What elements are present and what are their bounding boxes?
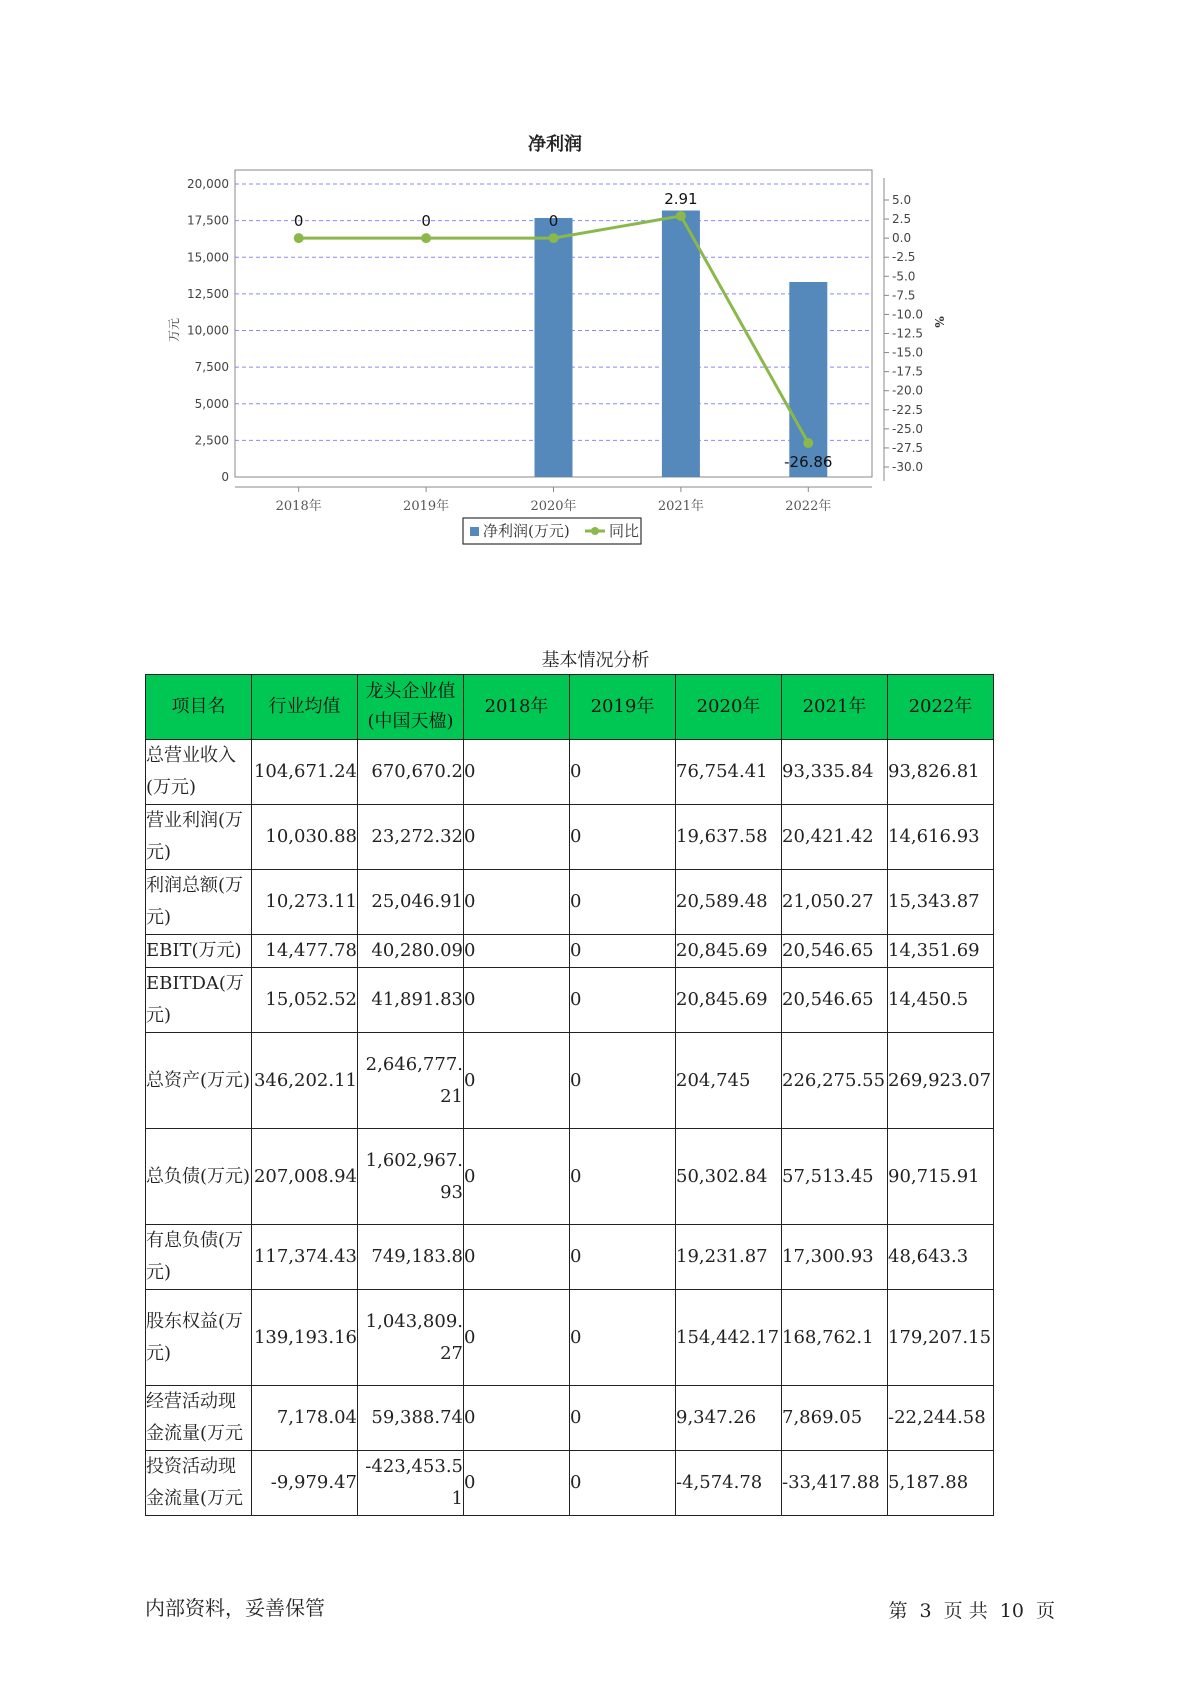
y-right-axis-label: % xyxy=(932,316,946,328)
table-cell-y2019: 0 xyxy=(570,935,676,968)
table-cell-y2022: 15,343.87 xyxy=(888,870,994,935)
table-cell-avg: 139,193.16 xyxy=(252,1290,358,1386)
yoy-data-label: -26.86 xyxy=(784,453,833,472)
legend-label-yoy: 同比 xyxy=(609,522,640,540)
table-cell-lead: 41,891.83 xyxy=(358,968,464,1033)
y-right-tick-label: 0.0 xyxy=(892,231,912,246)
page-mid: 页 共 xyxy=(943,1600,988,1622)
table-cell-y2022: 90,715.91 xyxy=(888,1129,994,1225)
table-cell-avg: 14,477.78 xyxy=(252,935,358,968)
table-cell-y2019: 0 xyxy=(570,1386,676,1451)
footer-page-number xyxy=(882,1596,1055,1623)
page-total: 10 xyxy=(999,1600,1024,1622)
y-left-tick-label: 12,500 xyxy=(187,286,229,301)
table-cell-y2020: 20,589.48 xyxy=(676,870,782,935)
table-cell-avg: 346,202.11 xyxy=(252,1033,358,1129)
table-row xyxy=(146,935,994,968)
table-row xyxy=(146,1225,994,1290)
y-left-tick-label: 0 xyxy=(221,470,229,484)
table-cell-y2020: 19,637.58 xyxy=(676,805,782,870)
table-cell-y2020: 20,845.69 xyxy=(676,968,782,1033)
legend-line-marker xyxy=(591,527,599,535)
table-cell-y2021: -33,417.88 xyxy=(782,1451,888,1516)
yoy-point-2022年 xyxy=(803,438,813,448)
table-cell-avg: -9,979.47 xyxy=(252,1451,358,1516)
y-right-tick-label: -10.0 xyxy=(892,307,924,322)
y-right-tick-label: -30.0 xyxy=(892,460,924,474)
table-cell-avg: 10,030.88 xyxy=(252,805,358,870)
y-left-tick-label: 17,500 xyxy=(187,213,229,228)
yoy-point-2018年 xyxy=(294,233,304,243)
table-cell-y2021: 20,546.65 xyxy=(782,968,888,1033)
net-profit-chart xyxy=(150,130,1050,600)
table-cell-y2019: 0 xyxy=(570,740,676,805)
y-left-tick-label: 10,000 xyxy=(187,323,229,338)
legend-bar-swatch xyxy=(470,527,479,536)
y-left-tick-label: 2,500 xyxy=(194,433,229,448)
table-cell-y2020: 204,745 xyxy=(676,1033,782,1129)
table-cell-y2019: 0 xyxy=(570,805,676,870)
table-cell-y2018: 0 xyxy=(464,935,570,968)
table-cell-y2022: 14,450.5 xyxy=(888,968,994,1033)
table-row xyxy=(146,1129,994,1225)
table-row xyxy=(146,1033,994,1129)
row-label: 总资产(万元) xyxy=(146,1033,252,1129)
table-cell-y2022: -22,244.58 xyxy=(888,1386,994,1451)
table-cell-y2021: 21,050.27 xyxy=(782,870,888,935)
row-label: 投资活动现金流量(万元 xyxy=(146,1451,252,1516)
table-row xyxy=(146,870,994,935)
table-cell-lead: 59,388.74 xyxy=(358,1386,464,1451)
y-right-tick-label: -15.0 xyxy=(892,345,924,360)
table-cell-y2018: 0 xyxy=(464,1386,570,1451)
row-label: 有息负债(万元) xyxy=(146,1225,252,1290)
y-right-tick-label: -20.0 xyxy=(892,383,924,398)
table-cell-y2021: 93,335.84 xyxy=(782,740,888,805)
yoy-point-2021年 xyxy=(676,211,686,221)
y-right-tick-label: -22.5 xyxy=(892,402,924,417)
table-cell-avg: 117,374.43 xyxy=(252,1225,358,1290)
table-header-row xyxy=(146,675,994,740)
table-cell-y2022: 14,616.93 xyxy=(888,805,994,870)
y-left-tick-label: 15,000 xyxy=(187,250,229,265)
table-cell-y2018: 0 xyxy=(464,870,570,935)
table-title: 基本情况分析 xyxy=(541,650,650,671)
y-right-tick-label: -2.5 xyxy=(892,250,916,265)
header-cell: 2019年 xyxy=(570,675,676,740)
header-cell: 行业均值 xyxy=(252,675,358,740)
table-cell-y2021: 226,275.55 xyxy=(782,1033,888,1129)
table-cell-y2018: 0 xyxy=(464,740,570,805)
table-cell-lead: 670,670.2 xyxy=(358,740,464,805)
table-cell-y2022: 5,187.88 xyxy=(888,1451,994,1516)
y-left-tick-label: 7,500 xyxy=(194,360,229,375)
table-row xyxy=(146,968,994,1033)
basic-analysis-table xyxy=(145,674,994,1516)
y-left-axis-label: 万元 xyxy=(167,317,181,343)
header-cell: 2021年 xyxy=(782,675,888,740)
table-row xyxy=(146,1451,994,1516)
yoy-data-label: 0 xyxy=(548,212,559,231)
page-current: 3 xyxy=(919,1600,932,1622)
yoy-data-label: 0 xyxy=(421,212,431,231)
row-label: EBIT(万元) xyxy=(146,935,252,968)
x-tick-label: 2019年 xyxy=(403,499,450,514)
table-cell-y2018: 0 xyxy=(464,968,570,1033)
table-cell-y2022: 269,923.07 xyxy=(888,1033,994,1129)
table-cell-y2020: 20,845.69 xyxy=(676,935,782,968)
table-cell-lead: 23,272.32 xyxy=(358,805,464,870)
chart-title: 净利润 xyxy=(528,134,582,155)
yoy-point-2020年 xyxy=(549,233,559,243)
page-suffix: 页 xyxy=(1035,1600,1055,1622)
table-cell-y2020: 9,347.26 xyxy=(676,1386,782,1451)
y-right-tick-label: 5.0 xyxy=(892,193,912,207)
table-cell-avg: 104,671.24 xyxy=(252,740,358,805)
row-label: 总营业收入(万元) xyxy=(146,740,252,805)
chart-svg xyxy=(150,130,1050,600)
table-cell-y2021: 168,762.1 xyxy=(782,1290,888,1386)
table-cell-y2018: 0 xyxy=(464,805,570,870)
table-cell-y2018: 0 xyxy=(464,1290,570,1386)
x-tick-label: 2022年 xyxy=(785,499,832,514)
row-label: 总负债(万元) xyxy=(146,1129,252,1225)
header-cell: 2018年 xyxy=(464,675,570,740)
table-cell-y2021: 20,421.42 xyxy=(782,805,888,870)
table-body xyxy=(146,740,994,1516)
table-cell-y2022: 93,826.81 xyxy=(888,740,994,805)
table-cell-y2019: 0 xyxy=(570,1033,676,1129)
yoy-data-label: 2.91 xyxy=(664,189,698,208)
row-label: 利润总额(万元) xyxy=(146,870,252,935)
table-cell-y2021: 57,513.45 xyxy=(782,1129,888,1225)
y-right-tick-label: -12.5 xyxy=(892,326,924,341)
page-prefix: 第 xyxy=(888,1600,908,1622)
table-row xyxy=(146,740,994,805)
table-cell-y2020: 76,754.41 xyxy=(676,740,782,805)
x-tick-label: 2018年 xyxy=(275,499,322,514)
table-cell-y2020: 19,231.87 xyxy=(676,1225,782,1290)
table-row xyxy=(146,805,994,870)
table-cell-y2019: 0 xyxy=(570,1225,676,1290)
table-cell-y2021: 7,869.05 xyxy=(782,1386,888,1451)
table-cell-lead: 2,646,777.21 xyxy=(358,1033,464,1129)
table-cell-lead: 1,602,967.93 xyxy=(358,1129,464,1225)
row-label: 股东权益(万元) xyxy=(146,1290,252,1386)
y-right-tick-label: -27.5 xyxy=(892,440,924,455)
y-right-tick-label: -17.5 xyxy=(892,364,924,379)
table-cell-y2019: 0 xyxy=(570,870,676,935)
row-label: 经营活动现金流量(万元 xyxy=(146,1386,252,1451)
header-cell: 项目名 xyxy=(146,675,252,740)
table-cell-y2018: 0 xyxy=(464,1225,570,1290)
row-label: 营业利润(万元) xyxy=(146,805,252,870)
header-cell: 2022年 xyxy=(888,675,994,740)
table-cell-y2019: 0 xyxy=(570,968,676,1033)
y-right-tick-label: -5.0 xyxy=(892,269,916,284)
table-cell-y2021: 17,300.93 xyxy=(782,1225,888,1290)
table-cell-y2018: 0 xyxy=(464,1033,570,1129)
legend-label-net-profit: 净利润(万元) xyxy=(483,522,570,540)
table-row xyxy=(146,1290,994,1386)
table-cell-y2022: 179,207.15 xyxy=(888,1290,994,1386)
header-cell: 龙头企业值(中国天楹) xyxy=(358,675,464,740)
table-cell-y2018: 0 xyxy=(464,1129,570,1225)
table-cell-lead: 25,046.91 xyxy=(358,870,464,935)
bar-2021年 xyxy=(662,211,700,477)
x-tick-label: 2020年 xyxy=(530,499,577,514)
x-tick-label: 2021年 xyxy=(657,499,704,514)
table-cell-lead: 749,183.8 xyxy=(358,1225,464,1290)
yoy-data-label: 0 xyxy=(293,212,304,231)
table-cell-avg: 10,273.11 xyxy=(252,870,358,935)
y-right-tick-label: 2.5 xyxy=(892,212,912,227)
table-cell-avg: 15,052.52 xyxy=(252,968,358,1033)
table-cell-y2021: 20,546.65 xyxy=(782,935,888,968)
table-cell-avg: 7,178.04 xyxy=(252,1386,358,1451)
table-row xyxy=(146,1386,994,1451)
table-cell-y2018: 0 xyxy=(464,1451,570,1516)
bar-2020年 xyxy=(535,218,573,477)
y-left-tick-label: 20,000 xyxy=(187,177,229,191)
table-cell-y2020: 154,442.17 xyxy=(676,1290,782,1386)
footer-confidential: 内部资料，妥善保管 xyxy=(145,1596,325,1620)
table-cell-y2022: 48,643.3 xyxy=(888,1225,994,1290)
table-cell-y2019: 0 xyxy=(570,1290,676,1386)
y-right-tick-label: -7.5 xyxy=(892,288,916,303)
table-cell-y2019: 0 xyxy=(570,1451,676,1516)
y-left-tick-label: 5,000 xyxy=(194,396,229,411)
yoy-point-2019年 xyxy=(421,233,431,243)
table-cell-avg: 207,008.94 xyxy=(252,1129,358,1225)
table-cell-y2020: -4,574.78 xyxy=(676,1451,782,1516)
header-cell: 2020年 xyxy=(676,675,782,740)
row-label: EBITDA(万元) xyxy=(146,968,252,1033)
y-right-tick-label: -25.0 xyxy=(892,421,924,436)
table-cell-y2020: 50,302.84 xyxy=(676,1129,782,1225)
table-cell-lead: -423,453.51 xyxy=(358,1451,464,1516)
table-cell-y2019: 0 xyxy=(570,1129,676,1225)
table-cell-lead: 1,043,809.27 xyxy=(358,1290,464,1386)
table-cell-y2022: 14,351.69 xyxy=(888,935,994,968)
table-cell-lead: 40,280.09 xyxy=(358,935,464,968)
